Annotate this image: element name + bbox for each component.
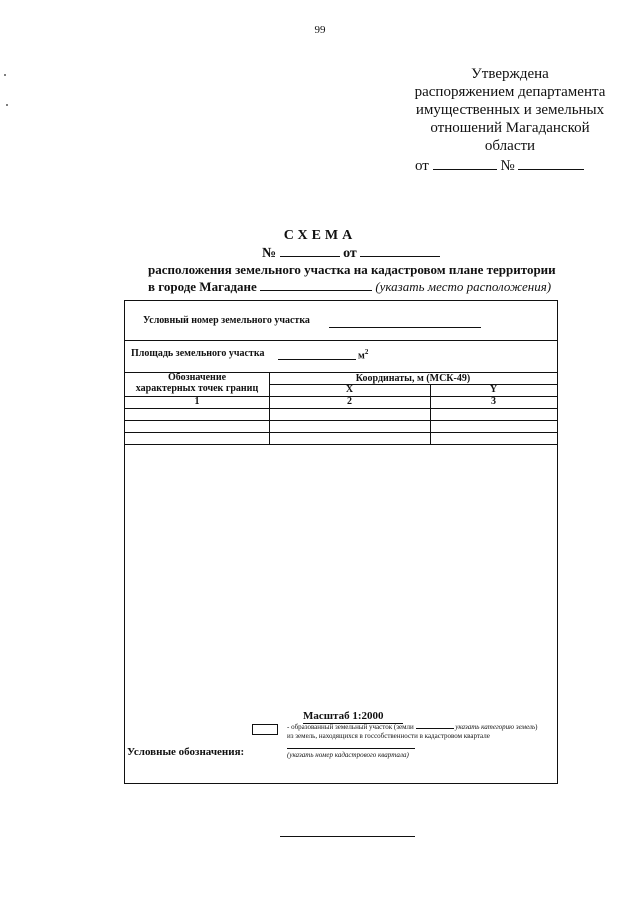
table-row [125,444,557,445]
table-row [125,408,557,409]
coords-header: Координаты, м (МСК-49) [355,373,471,384]
scheme-from-label: от [343,246,357,261]
approval-line: имущественных и земельных [415,102,605,118]
y-header: Y [489,384,498,395]
cadastral-quarter-field[interactable] [287,748,415,749]
approval-line: Утверждена [471,66,549,82]
column-divider [269,372,270,444]
scheme-number-line [262,244,440,262]
divider [125,340,557,341]
conditional-number-field[interactable] [329,327,481,328]
legend-line-3: (указать номер кадастрового квартала) [287,751,409,759]
legend-parcel-swatch [252,724,278,735]
subtitle-line-2 [148,278,551,295]
scale-label: Масштаб 1:2000 [303,710,384,722]
subtitle-city: в городе Магадане [148,279,257,294]
points-header: Обозначение характерных точек границ [135,372,259,394]
index-cell-1: 1 [194,396,200,407]
location-hint: (указать место расположения) [375,279,552,294]
table-row [125,432,557,433]
approval-line: отношений Магаданской [430,120,590,136]
location-field[interactable] [260,278,372,291]
scheme-form-frame [124,300,558,784]
approval-date-number-line [415,157,584,175]
approval-date-field[interactable] [433,157,497,170]
x-header: X [345,384,354,395]
approval-number-label: № [500,158,515,174]
conditional-number-label: Условный номер земельного участка [143,315,310,326]
scheme-date-field[interactable] [360,244,440,257]
index-cell-3: 3 [491,396,496,407]
scan-speck [6,104,8,106]
area-unit: $м^2$ [358,348,369,362]
scan-speck [4,74,6,76]
page-number: 99 [314,24,326,36]
scheme-number-label: № [262,246,277,261]
approval-line: области [484,138,536,154]
approval-number-field[interactable] [518,157,584,170]
legend-title: Условные обозначения: [127,746,245,758]
approval-line: распоряжением департамента [414,84,606,100]
approval-block [395,65,625,155]
index-cell-2: 2 [347,396,352,407]
approval-from-label: от [415,158,429,174]
subtitle-line-1: расположения земельного участка на кадастровом плане территории [148,262,556,277]
legend-line-2: из земель, находящихся в госсобственности в кадастровом квартале [287,732,490,740]
scheme-number-field[interactable] [280,244,340,257]
area-label: Площадь земельного участка [131,348,265,359]
column-divider [430,384,431,444]
closing-rule [280,836,415,837]
document-title: СХЕМА [283,228,357,243]
area-field[interactable] [278,359,356,360]
legend-line-1: - образованный земельный участок (земли указать категорию земель) [287,723,538,731]
table-row [125,420,557,421]
